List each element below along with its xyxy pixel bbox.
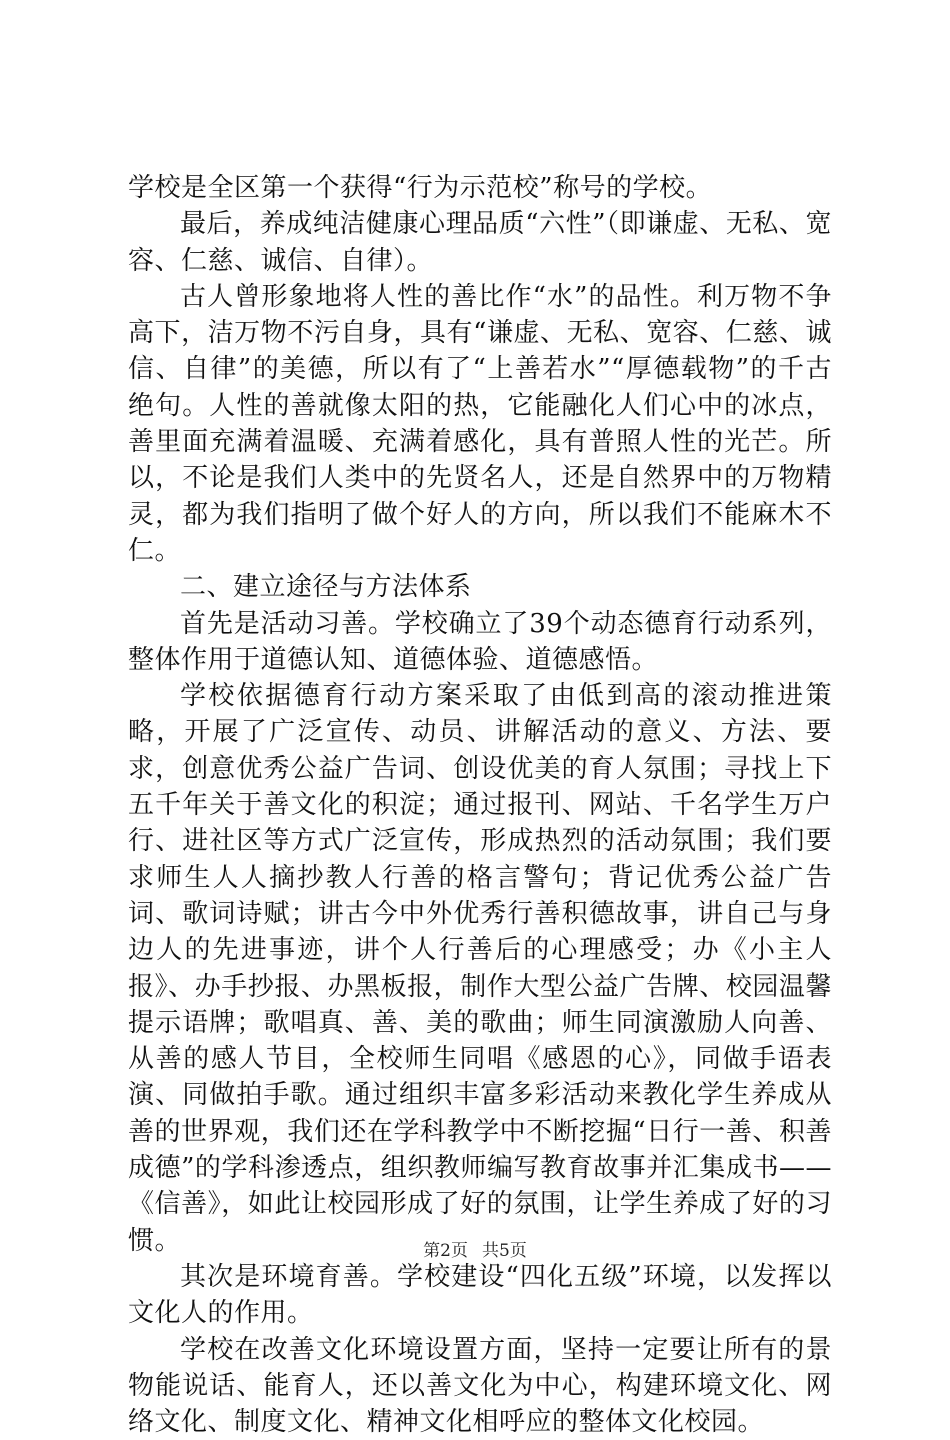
paragraph: 学校是全区第一个获得“行为示范校”称号的学校。 xyxy=(128,170,832,206)
page-total: 共5页 xyxy=(482,1241,527,1261)
paragraph: 首先是活动习善。学校确立了39个动态德育行动系列，整体作用于道德认知、道德体验、道德感悟。 xyxy=(128,606,832,679)
paragraph: 古人曾形象地将人性的善比作“水”的品性。利万物不争高下，洁万物不污自身，具有“谦虚、无私、宽容、仁慈、诚信、自律”的美德，所以有了“上善若水”“厚德载物”的千古绝句。人性的善就像太阳的热，它能融化人们心中的冰点，善里面充满着温暖、充满着感化，具有普照人性的光芒。所以，不论是我们人类中的先贤名人，还是自然界中的万物精灵，都为我们指明了做个好人的方向，所以我们不能麻木不仁。 xyxy=(128,279,832,569)
page-footer xyxy=(0,1240,950,1262)
section-heading: 二、建立途径与方法体系 xyxy=(128,569,832,605)
paragraph: 其次是环境育善。学校建设“四化五级”环境，以发挥以文化人的作用。 xyxy=(128,1259,832,1332)
page-number: 第2页 xyxy=(423,1241,468,1261)
paragraph: 最后，养成纯洁健康心理品质“六性”（即谦虚、无私、宽容、仁慈、诚信、自律）。 xyxy=(128,206,832,279)
paragraph: 学校依据德育行动方案采取了由低到高的滚动推进策略，开展了广泛宣传、动员、讲解活动的意义、方法、要求，创意优秀公益广告词、创设优美的育人氛围；寻找上下五千年关于善文化的积淀；通过报刊、网站、千名学生万户行、进社区等方式广泛宣传，形成热烈的活动氛围；我们要求师生人人摘抄教人行善的格言警句；背记优秀公益广告词、歌词诗赋；讲古今中外优秀行善积德故事，讲自己与身边人的先进事迹，讲个人行善后的心理感受；办《小主人报》、办手抄报、办黑板报，制作大型公益广告牌、校园温馨提示语牌；歌唱真、善、美的歌曲；师生同演激励人向善、从善的感人节目，全校师生同唱《感恩的心》，同做手语表演、同做拍手歌。通过组织丰富多彩活动来教化学生养成从善的世界观，我们还在学科教学中不断挖掘“日行一善、积善成德”的学科渗透点，组织教师编写教育故事并汇集成书——《信善》，如此让校园形成了好的氛围，让学生养成了好的习惯。 xyxy=(128,678,832,1259)
paragraph: 学校在改善文化环境设置方面，坚持一定要让所有的景物能说话、能育人，还以善文化为中心，构建环境文化、网络文化、制度文化、精神文化相呼应的整体文化校园。 xyxy=(128,1332,832,1440)
